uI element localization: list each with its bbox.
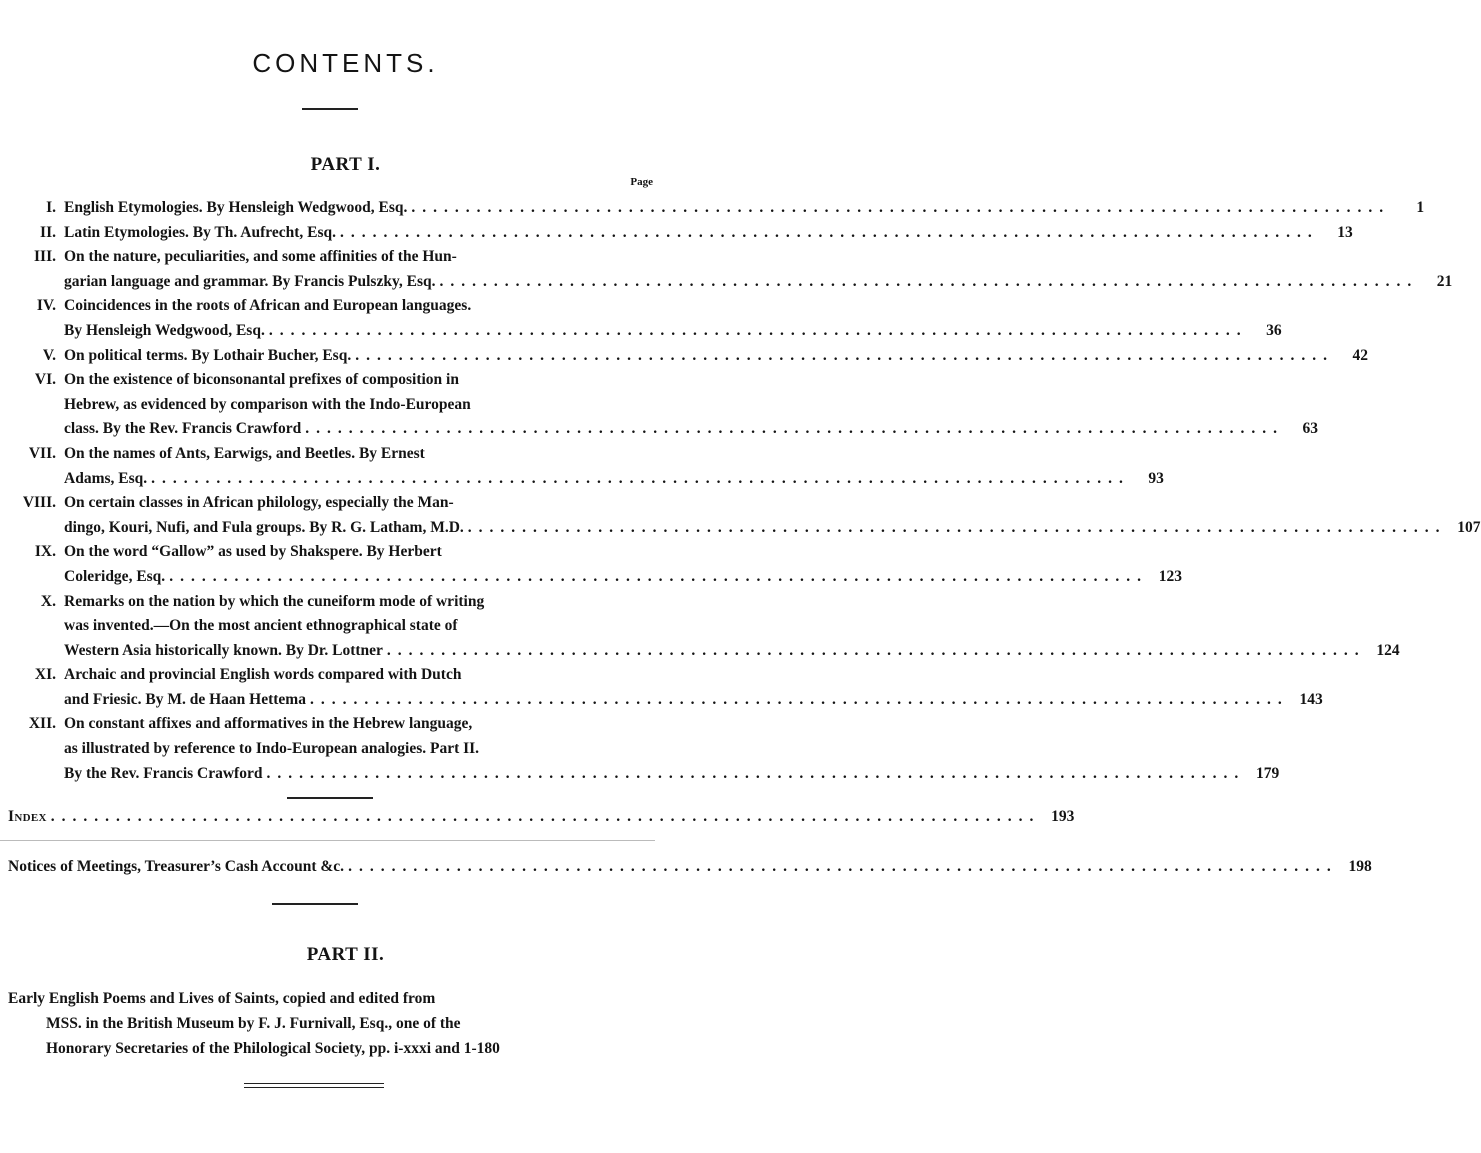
entry-title-line: On certain classes in African philology, especially the Man- <box>64 494 454 512</box>
part1-heading: PART I. <box>310 154 381 175</box>
entry-title-line: dingo, Kouri, Nufi, and Fula groups. By R. G. Latham, M.D. <box>64 518 464 536</box>
entry-number: IV. <box>36 297 56 315</box>
index-rule <box>287 797 373 799</box>
part2-heading: PART II. <box>306 944 385 965</box>
entry-number: II. <box>40 223 56 241</box>
dot-leader: .......................................................................................... <box>309 690 1289 708</box>
page-column-label: Page <box>630 176 653 188</box>
entry-number: XII. <box>28 715 56 733</box>
dot-leader: .......................................................................................... <box>355 346 1334 364</box>
title-rule <box>302 108 358 110</box>
toc-entry[interactable] <box>0 344 1368 369</box>
entry-title-line: English Etymologies. By Hensleigh Wedgwood, Esq. <box>64 199 408 216</box>
entry-number: VIII. <box>22 494 56 512</box>
dot-leader: .......................................................................................... <box>266 764 1246 782</box>
dot-leader: .......................................................................................... <box>151 469 1130 487</box>
entry-number: VII. <box>28 444 56 462</box>
part-separator-rule <box>272 903 358 905</box>
entry-title-line: and Friesic. By M. de Haan Hettema <box>64 690 306 708</box>
index-label: Index <box>8 808 47 825</box>
notices-rule <box>0 840 655 841</box>
page-title: CONTENTS. <box>252 48 439 78</box>
index-page: 193 <box>1051 808 1075 825</box>
index-entry[interactable] <box>8 808 1075 826</box>
toc-entry[interactable] <box>0 245 1453 294</box>
toc-entry[interactable] <box>0 368 1318 442</box>
entry-title-line: On the names of Ants, Earwigs, and Beetles. By Ernest <box>64 444 425 462</box>
entry-title-line: as illustrated by reference to Indo-European analogies. Part II. <box>64 740 480 758</box>
entry-title-line: On the nature, peculiarities, and some affinities of the Hun- <box>64 248 457 266</box>
entry-number: V. <box>42 346 56 364</box>
part2-line: Honorary Secretaries of the Philological Society, pp. i-xxxi and 1-180 <box>46 1040 500 1057</box>
part2-line: MSS. in the British Museum by F. J. Furnivall, Esq., one of the <box>46 1015 461 1032</box>
dot-leader: ........................................................................................... <box>348 858 1338 875</box>
entry-title-line: Hebrew, as evidenced by comparison with the Indo-European <box>64 395 471 413</box>
toc-entry[interactable] <box>0 590 1400 664</box>
toc-entry[interactable] <box>0 663 1323 712</box>
entry-title-line: On the word “Gallow” as used by Shakspere. By Herbert <box>64 543 442 561</box>
entry-title-line: On constant affixes and afformatives in the Hebrew language, <box>64 715 473 733</box>
entry-page: 93 <box>1148 469 1164 487</box>
entry-title-line: Coleridge, Esq. <box>64 567 166 585</box>
entry-number: I. <box>46 199 56 216</box>
entry-page: 63 <box>1302 420 1318 438</box>
entry-number: IX. <box>34 543 56 561</box>
entry-page: 1 <box>1416 199 1425 216</box>
entry-page: 123 <box>1158 567 1182 585</box>
dot-leader: .......................................................................................... <box>386 641 1366 659</box>
toc-entry[interactable] <box>0 221 1353 246</box>
dot-leader: .......................................................................................... <box>169 567 1148 585</box>
notices-label: Notices of Meetings, Treasurer’s Cash Account &c. <box>8 858 345 875</box>
toc-entry[interactable] <box>0 442 1164 491</box>
entry-page: 124 <box>1376 641 1400 659</box>
entry-title-line: Adams, Esq. <box>64 469 148 487</box>
dot-leader: ........................................................................................... <box>50 808 1041 825</box>
entry-page: 13 <box>1337 223 1353 241</box>
notices-entry[interactable] <box>8 858 1372 876</box>
entry-number: VI. <box>34 371 56 389</box>
dot-leader: .......................................................................................... <box>305 420 1284 438</box>
part1-entries <box>0 196 1481 786</box>
entry-title-line: Coincidences in the roots of African and European languages. <box>64 297 472 315</box>
dot-leader: .......................................................................................... <box>411 199 1391 216</box>
entry-title-line: was invented.—On the most ancient ethnographical state of <box>64 617 458 635</box>
entry-title-line: On the existence of biconsonantal prefixes of composition in <box>64 371 459 389</box>
entry-page: 42 <box>1352 346 1368 364</box>
dot-leader: .......................................................................................... <box>340 223 1319 241</box>
entry-number: X. <box>40 592 56 610</box>
entry-page: 143 <box>1299 690 1323 708</box>
part2-line: Early English Poems and Lives of Saints, copied and edited from <box>8 990 436 1007</box>
notices-page: 198 <box>1348 858 1372 875</box>
entry-title-line: Archaic and provincial English words compared with Dutch <box>64 666 462 684</box>
part2-description <box>8 986 658 1061</box>
toc-entry[interactable] <box>0 491 1481 540</box>
entry-title-line: Western Asia historically known. By Dr. Lottner <box>64 641 383 659</box>
entry-title-line: class. By the Rev. Francis Crawford <box>64 420 302 438</box>
entry-page: 21 <box>1436 272 1453 290</box>
entry-title-line: Remarks on the nation by which the cuneiform mode of writing <box>64 592 485 610</box>
toc-entry[interactable] <box>0 294 1282 343</box>
entry-title-line: By Hensleigh Wedgwood, Esq. <box>64 321 265 339</box>
dot-leader: .......................................................................................... <box>268 321 1248 339</box>
entry-title-line: garian language and grammar. By Francis Pulszky, Esq. <box>64 272 436 290</box>
entry-title-line: Latin Etymologies. By Th. Aufrecht, Esq. <box>64 223 337 241</box>
toc-entry[interactable] <box>0 712 1280 786</box>
end-rule-top <box>244 1083 384 1084</box>
toc-entry[interactable] <box>0 540 1182 589</box>
toc-entry[interactable] <box>0 196 1425 221</box>
dot-leader: .......................................................................................... <box>467 518 1447 536</box>
dot-leader: .......................................................................................... <box>439 272 1419 290</box>
entry-number: XI. <box>34 666 56 684</box>
entry-title-line: By the Rev. Francis Crawford <box>64 764 263 782</box>
entry-title-line: On political terms. By Lothair Bucher, Esq. <box>64 346 352 364</box>
entry-page: 179 <box>1255 764 1280 782</box>
entry-page: 107 <box>1457 518 1481 536</box>
entry-page: 36 <box>1266 321 1282 339</box>
end-rule-bottom <box>244 1087 384 1088</box>
entry-number: III. <box>34 248 56 266</box>
